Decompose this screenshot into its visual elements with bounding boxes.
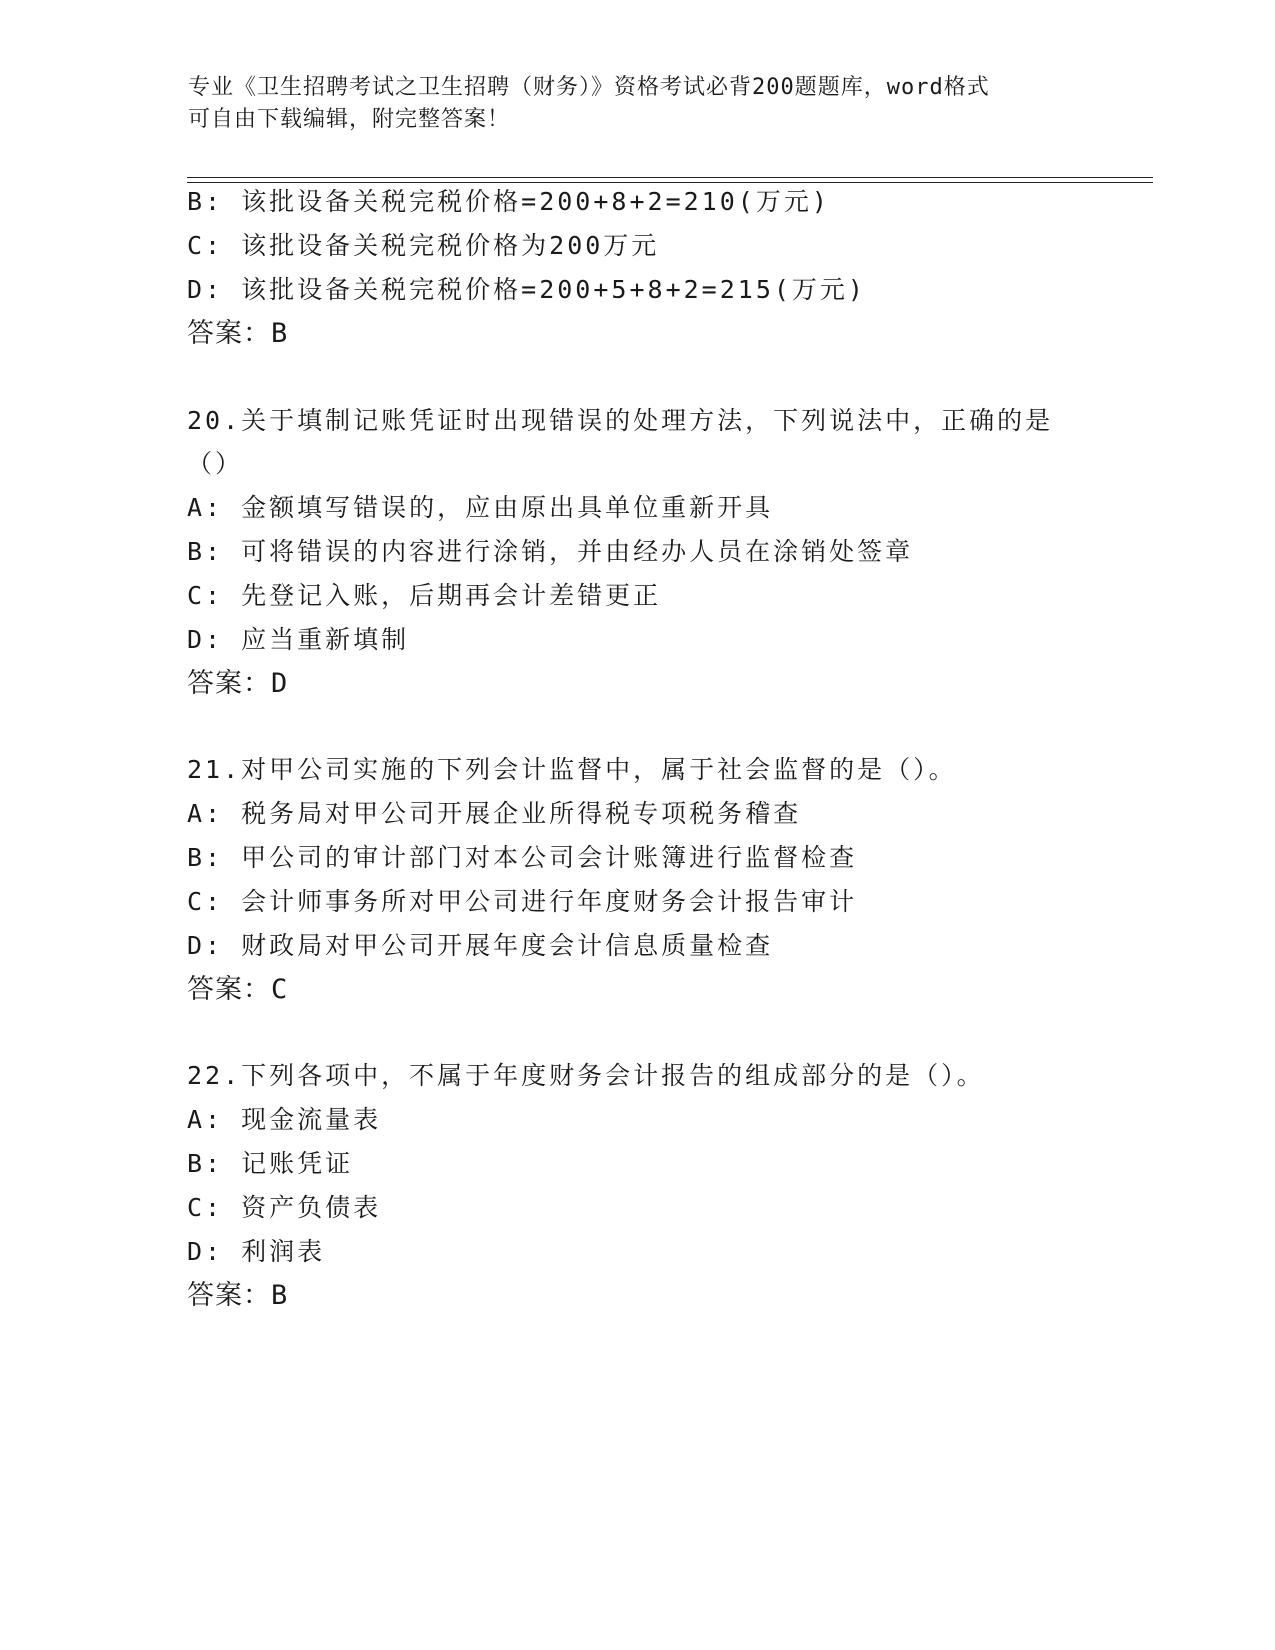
header-line-1: 专业《卫生招聘考试之卫生招聘（财务）》资格考试必背200题题库，word格式 xyxy=(188,75,990,100)
option-a: A: 金额填写错误的，应由原出具单位重新开具 xyxy=(187,493,774,522)
header-rule-bottom xyxy=(187,182,1153,183)
answer: 答案：B xyxy=(187,1280,289,1311)
option-d: D: 利润表 xyxy=(187,1237,326,1266)
answer: 答案：C xyxy=(187,974,289,1005)
option-b: B: 该批设备关税完税价格=200+8+2=210(万元) xyxy=(187,187,830,216)
header-line-2: 可自由下载编辑，附完整答案！ xyxy=(188,107,511,132)
answer: 答案：B xyxy=(187,318,289,349)
option-a: A: 税务局对甲公司开展企业所得税专项税务稽查 xyxy=(187,799,802,828)
question-stem: 20.关于填制记账凭证时出现错误的处理方法，下列说法中，正确的是 xyxy=(187,406,1054,435)
option-b: B: 可将错误的内容进行涂销，并由经办人员在涂销处签章 xyxy=(187,537,914,566)
option-d: D: 应当重新填制 xyxy=(187,625,410,654)
question-stem: 21.对甲公司实施的下列会计监督中，属于社会监督的是（）。 xyxy=(187,755,957,784)
option-c: C: 资产负债表 xyxy=(187,1193,382,1222)
option-d: D: 财政局对甲公司开展年度会计信息质量检查 xyxy=(187,931,774,960)
option-d: D: 该批设备关税完税价格=200+5+8+2=215(万元) xyxy=(187,275,866,304)
option-b: B: 甲公司的审计部门对本公司会计账簿进行监督检查 xyxy=(187,843,858,872)
option-c: C: 先登记入账，后期再会计差错更正 xyxy=(187,581,662,610)
question-stem-continued: （） xyxy=(187,449,244,478)
option-b: B: 记账凭证 xyxy=(187,1149,354,1178)
option-c: C: 会计师事务所对甲公司进行年度财务会计报告审计 xyxy=(187,887,858,916)
question-stem: 22.下列各项中，不属于年度财务会计报告的组成部分的是（）。 xyxy=(187,1061,985,1090)
option-a: A: 现金流量表 xyxy=(187,1105,382,1134)
document-header xyxy=(188,72,1088,136)
option-c: C: 该批设备关税完税价格为200万元 xyxy=(187,231,660,260)
header-rule-top xyxy=(187,177,1153,178)
answer: 答案：D xyxy=(187,668,289,699)
